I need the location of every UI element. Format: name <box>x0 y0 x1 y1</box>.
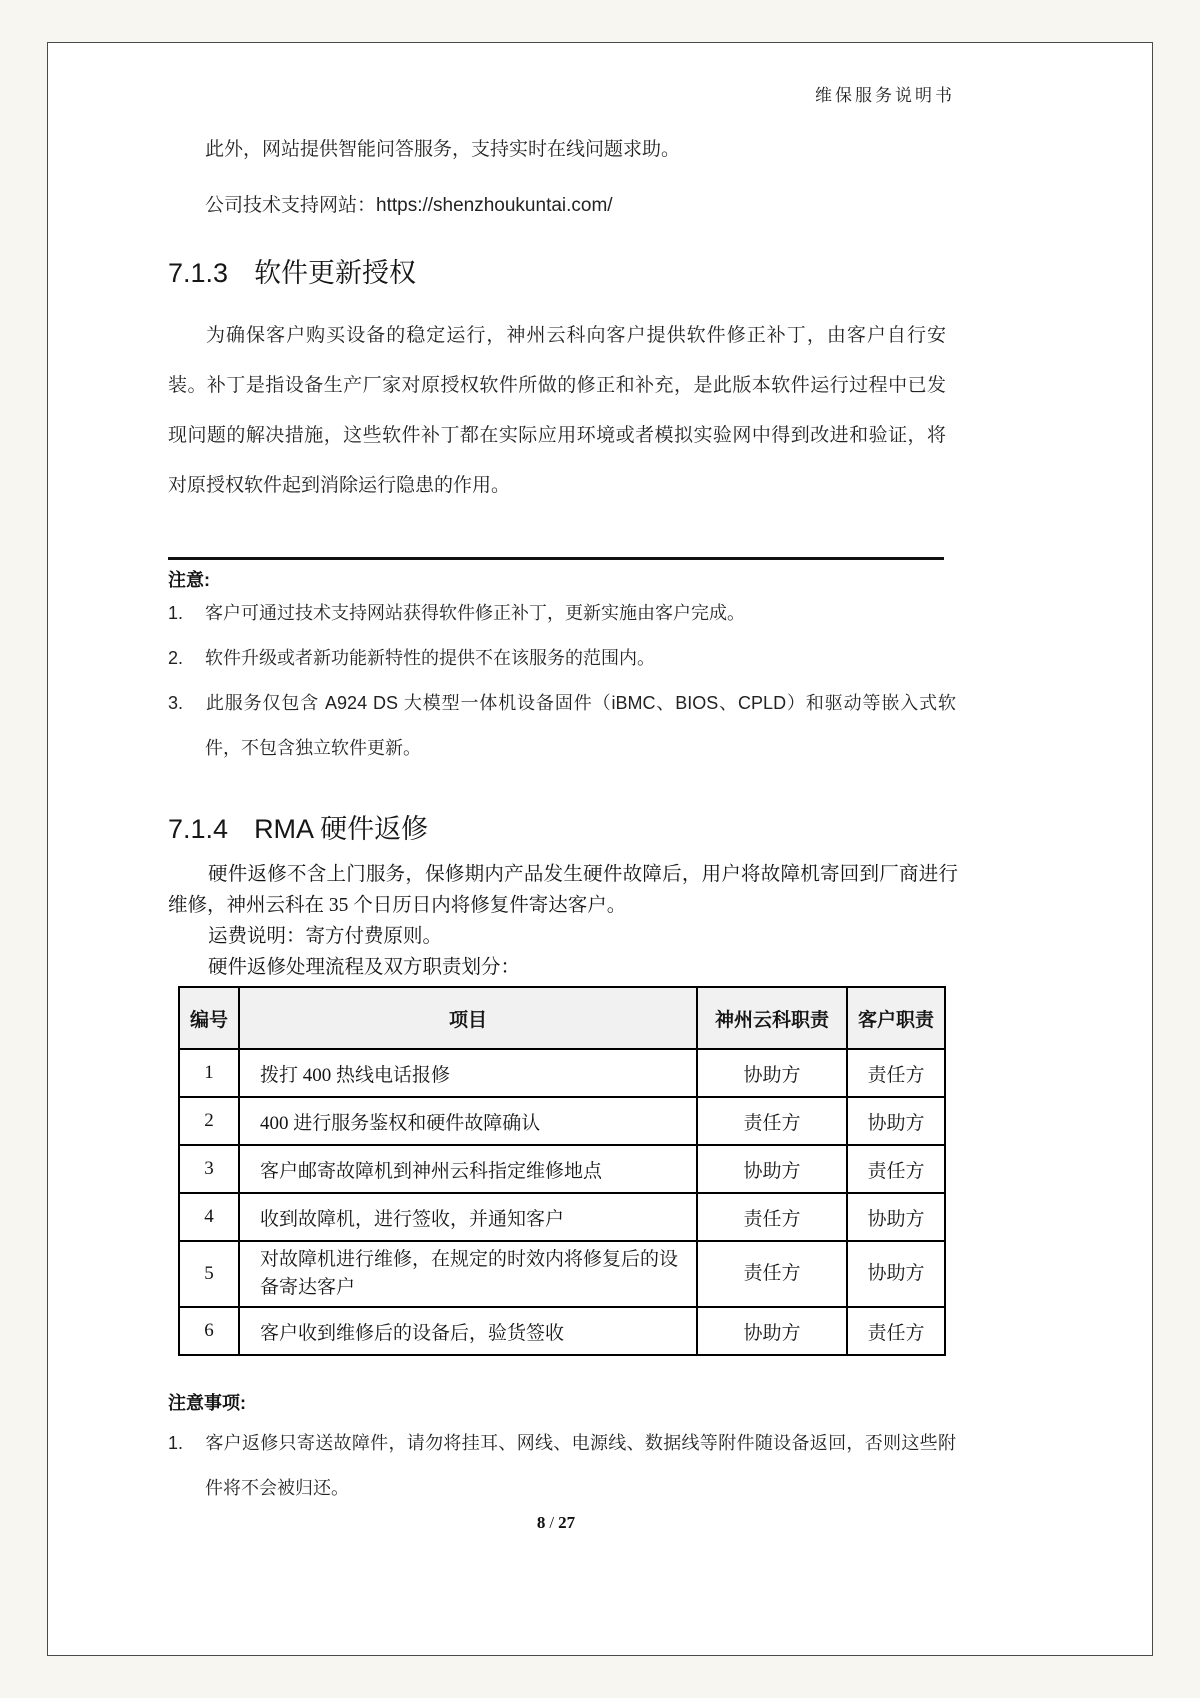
cell-item: 对故障机进行维修，在规定的时效内将修复后的设备寄达客户 <box>239 1241 697 1307</box>
cell-number: 1 <box>179 1049 239 1097</box>
note-label: 注意事项: <box>168 1393 246 1413</box>
note-list-7-1-3 <box>168 591 956 771</box>
cell-customer-duty: 责任方 <box>847 1145 945 1193</box>
cell-item: 400 进行服务鉴权和硬件故障确认 <box>239 1097 697 1145</box>
cell-item: 收到故障机，进行签收，并通知客户 <box>239 1193 697 1241</box>
rma-process-table <box>178 986 946 1356</box>
note-divider-rule <box>168 557 944 560</box>
section-7-1-4-body <box>168 859 958 983</box>
page-footer <box>168 1513 944 1533</box>
table-row <box>179 1193 945 1241</box>
note-list-7-1-4 <box>168 1421 956 1511</box>
section-number: 7.1.3 <box>168 258 229 288</box>
support-website-line: 公司技术支持网站：https://shenzhoukuntai.com/ <box>205 195 613 216</box>
col-header-item: 项目 <box>239 987 697 1049</box>
note-item <box>168 591 956 636</box>
cell-number: 5 <box>179 1241 239 1307</box>
table-row <box>179 1097 945 1145</box>
cell-number: 6 <box>179 1307 239 1355</box>
note-item <box>168 1421 956 1511</box>
note-label: 注意: <box>168 570 210 590</box>
intro-paragraph-1: 此外，网站提供智能问答服务，支持实时在线问题求助。 <box>205 139 681 160</box>
note-number: 3. <box>168 693 184 713</box>
document-page <box>47 42 1153 1656</box>
cell-number: 3 <box>179 1145 239 1193</box>
page-number-separator: / <box>549 1513 555 1532</box>
section-heading-7-1-3 <box>168 251 416 290</box>
col-header-number: 编号 <box>179 987 239 1049</box>
col-header-customer-duty: 客户职责 <box>847 987 945 1049</box>
section-heading-7-1-4 <box>168 807 428 846</box>
cell-item: 客户邮寄故障机到神州云科指定维修地点 <box>239 1145 697 1193</box>
cell-vendor-duty: 协助方 <box>697 1145 847 1193</box>
page-number: 8 <box>536 1513 546 1532</box>
cell-vendor-duty: 责任方 <box>697 1097 847 1145</box>
cell-vendor-duty: 责任方 <box>697 1241 847 1307</box>
note-number: 1. <box>168 603 184 623</box>
rma-paragraph-3: 硬件返修处理流程及双方职责划分： <box>208 957 521 978</box>
section-7-1-3-body: 为确保客户购买设备的稳定运行，神州云科向客户提供软件修正补丁，由客户自行安装。补丁是指设备生产厂家对原授权软件所做的修正和补充，是此版本软件运行过程中已发现问题的解决措施，这些软件补丁都在实际应用环境或者模拟实验网中得到改进和验证，将对原授权软件起到消除运行隐患的作用。 <box>168 325 946 496</box>
note-number: 1. <box>168 1433 184 1453</box>
note-item <box>168 681 956 771</box>
note-text: 软件升级或者新功能新特性的提供不在该服务的范围内。 <box>205 648 655 668</box>
cell-customer-duty: 责任方 <box>847 1049 945 1097</box>
page-total: 27 <box>558 1513 576 1532</box>
cell-vendor-duty: 责任方 <box>697 1193 847 1241</box>
rma-paragraph-2: 运费说明：寄方付费原则。 <box>208 926 443 947</box>
table-row <box>179 1049 945 1097</box>
table-row <box>179 1307 945 1355</box>
cell-number: 4 <box>179 1193 239 1241</box>
note-number: 2. <box>168 648 184 668</box>
table-row <box>179 1241 945 1307</box>
cell-vendor-duty: 协助方 <box>697 1307 847 1355</box>
section-title: 软件更新授权 <box>254 258 417 288</box>
section-number: 7.1.4 <box>168 814 229 844</box>
table-header-row <box>179 987 945 1049</box>
section-title: RMA 硬件返修 <box>254 814 429 844</box>
cell-customer-duty: 责任方 <box>847 1307 945 1355</box>
note-item <box>168 636 956 681</box>
cell-item: 客户收到维修后的设备后，验货签收 <box>239 1307 697 1355</box>
cell-customer-duty: 协助方 <box>847 1241 945 1307</box>
rma-paragraph-1: 硬件返修不含上门服务，保修期内产品发生硬件故障后，用户将故障机寄回到厂商进行维修，神州云科在 35 个日历日内将修复件寄达客户。 <box>168 864 958 916</box>
cell-vendor-duty: 协助方 <box>697 1049 847 1097</box>
note-text: 客户可通过技术支持网站获得软件修正补丁，更新实施由客户完成。 <box>205 603 745 623</box>
cell-customer-duty: 协助方 <box>847 1193 945 1241</box>
cell-customer-duty: 协助方 <box>847 1097 945 1145</box>
col-header-vendor-duty: 神州云科职责 <box>697 987 847 1049</box>
cell-number: 2 <box>179 1097 239 1145</box>
cell-item: 拨打 400 热线电话报修 <box>239 1049 697 1097</box>
note-text: 此服务仅包含 A924 DS 大模型一体机设备固件（iBMC、BIOS、CPLD）和驱动等嵌入式软件，不包含独立软件更新。 <box>205 693 956 758</box>
note-text: 客户返修只寄送故障件，请勿将挂耳、网线、电源线、数据线等附件随设备返回，否则这些附件将不会被归还。 <box>205 1433 956 1498</box>
page-header-title: 维保服务说明书 <box>815 86 955 105</box>
table-row <box>179 1145 945 1193</box>
